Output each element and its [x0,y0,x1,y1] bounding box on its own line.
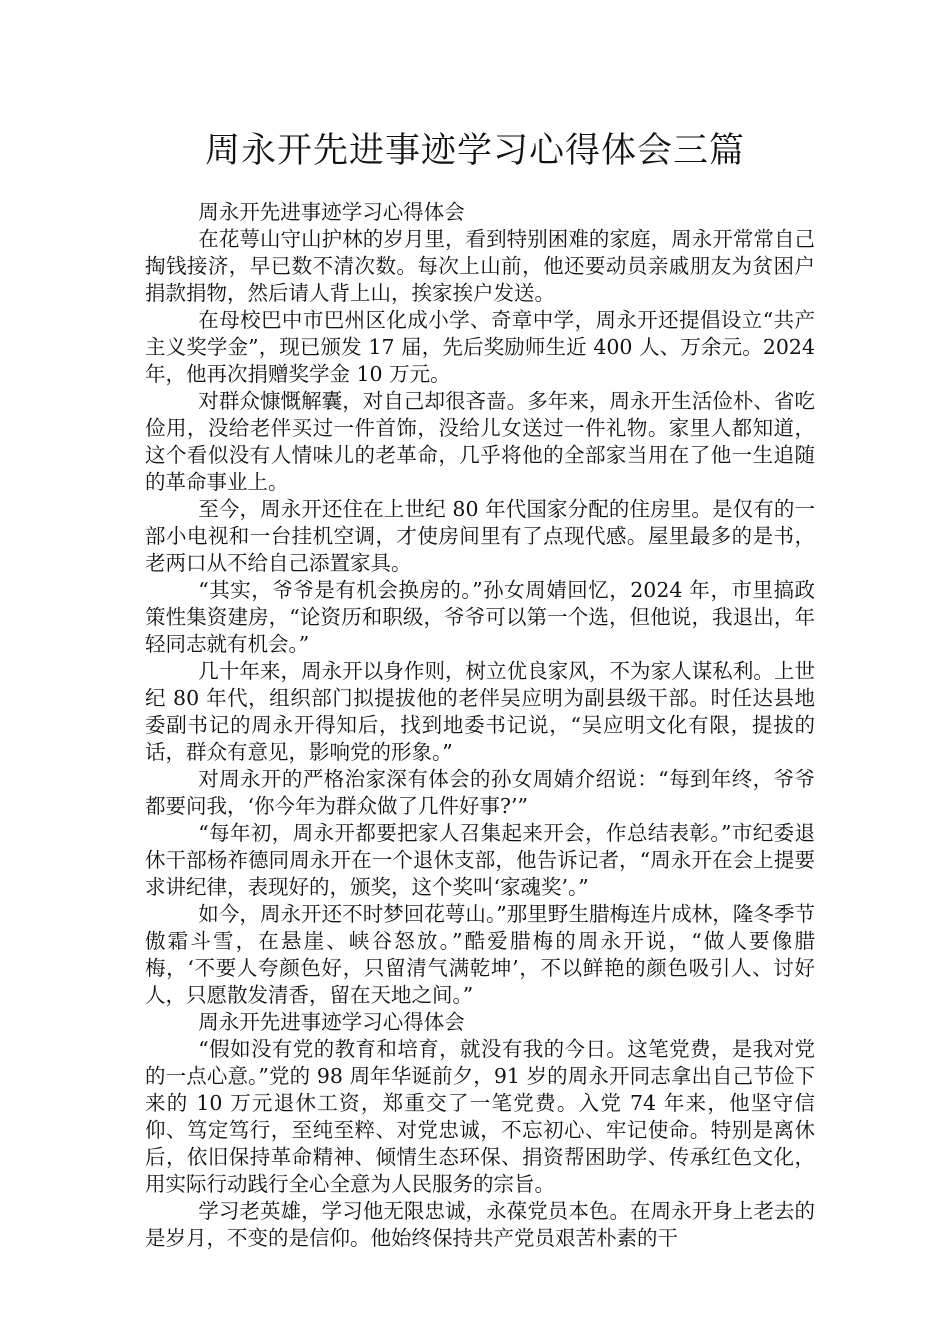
paragraph: “假如没有党的教育和培育，就没有我的今日。这笔党费，是我对党的一点心意。”党的 98 周年华诞前夕，91 岁的周永开同志拿出自己节俭下来的 10 万元退休工资，郑重交了一笔党费。入党 74 年来，他坚守信仰、笃定笃行，至纯至粹、对党忠诚，不忘初心、牢记使命。特别是离休后，依旧保持革命精神、倾情生态环保、捐资帮困助学、传承红色文化，用实际行动践行全心全意为人民服务的宗旨。 [145,1037,815,1196]
paragraph: 对周永开的严格治家深有体会的孙女周婧介绍说：“每到年终，爷爷都要问我，‘你今年为群众做了几件好事?’” [145,767,815,818]
paragraph: 至今，周永开还住在上世纪 80 年代国家分配的住房里。是仅有的一部小电视和一台挂机空调，才使房间里有了点现代感。屋里最多的是书，老两口从不给自己添置家具。 [145,497,815,575]
document-body [145,199,815,1252]
paragraph: 几十年来，周永开以身作则，树立优良家风，不为家人谋私利。上世纪 80 年代，组织部门拟提拔他的老伴吴应明为副县级干部。时任达县地委副书记的周永开得知后，找到地委书记说，“吴应明文化有限，提拔的话，群众有意见，影响党的形象。” [145,659,815,764]
section-heading: 周永开先进事迹学习心得体会 [198,1010,465,1034]
document-title: 周永开先进事迹学习心得体会三篇 [204,131,745,171]
paragraph: “每年初，周永开都要把家人召集起来开会，作总结表彰。”市纪委退休干部杨祚德同周永开在一个退休支部，他告诉记者，“周永开在会上提要求讲纪律，表现好的，颁奖，这个奖叫‘家魂奖’。” [145,821,815,899]
section-heading: 周永开先进事迹学习心得体会 [198,200,465,224]
paragraph: “其实，爷爷是有机会换房的。”孙女周婧回忆，2024 年，市里搞政策性集资建房，“论资历和职级，爷爷可以第一个选，但他说，我退出，年轻同志就有机会。” [145,578,815,656]
paragraph: 在花萼山守山护林的岁月里，看到特别困难的家庭，周永开常常自己掏钱接济，早已数不清次数。每次上山前，他还要动员亲戚朋友为贫困户捐款捐物，然后请人背上山，挨家挨户发送。 [145,227,815,305]
paragraph: 对群众慷慨解囊，对自己却很吝啬。多年来，周永开生活俭朴、省吃俭用，没给老伴买过一件首饰，没给儿女送过一件礼物。家里人都知道，这个看似没有人情味儿的老革命，几乎将他的全部家当用在了他一生追随的革命事业上。 [145,389,815,494]
paragraph: 如今，周永开还不时梦回花萼山。”那里野生腊梅连片成林，隆冬季节傲霜斗雪，在悬崖、峡谷怒放。”酷爱腊梅的周永开说，“做人要像腊梅，‘不要人夸颜色好，只留清气满乾坤’，不以鲜艳的颜色吸引人、讨好人，只愿散发清香，留在天地之间。” [145,902,815,1007]
paragraph: 在母校巴中市巴州区化成小学、奇章中学，周永开还提倡设立“共产主义奖学金”，现已颁发 17 届，先后奖励师生近 400 人、万余元。2024 年，他再次捐赠奖学金 10 万元。 [145,308,815,386]
paragraph: 学习老英雄，学习他无限忠诚，永葆党员本色。在周永开身上老去的是岁月，不变的是信仰。他始终保持共产党员艰苦朴素的干 [145,1199,815,1250]
